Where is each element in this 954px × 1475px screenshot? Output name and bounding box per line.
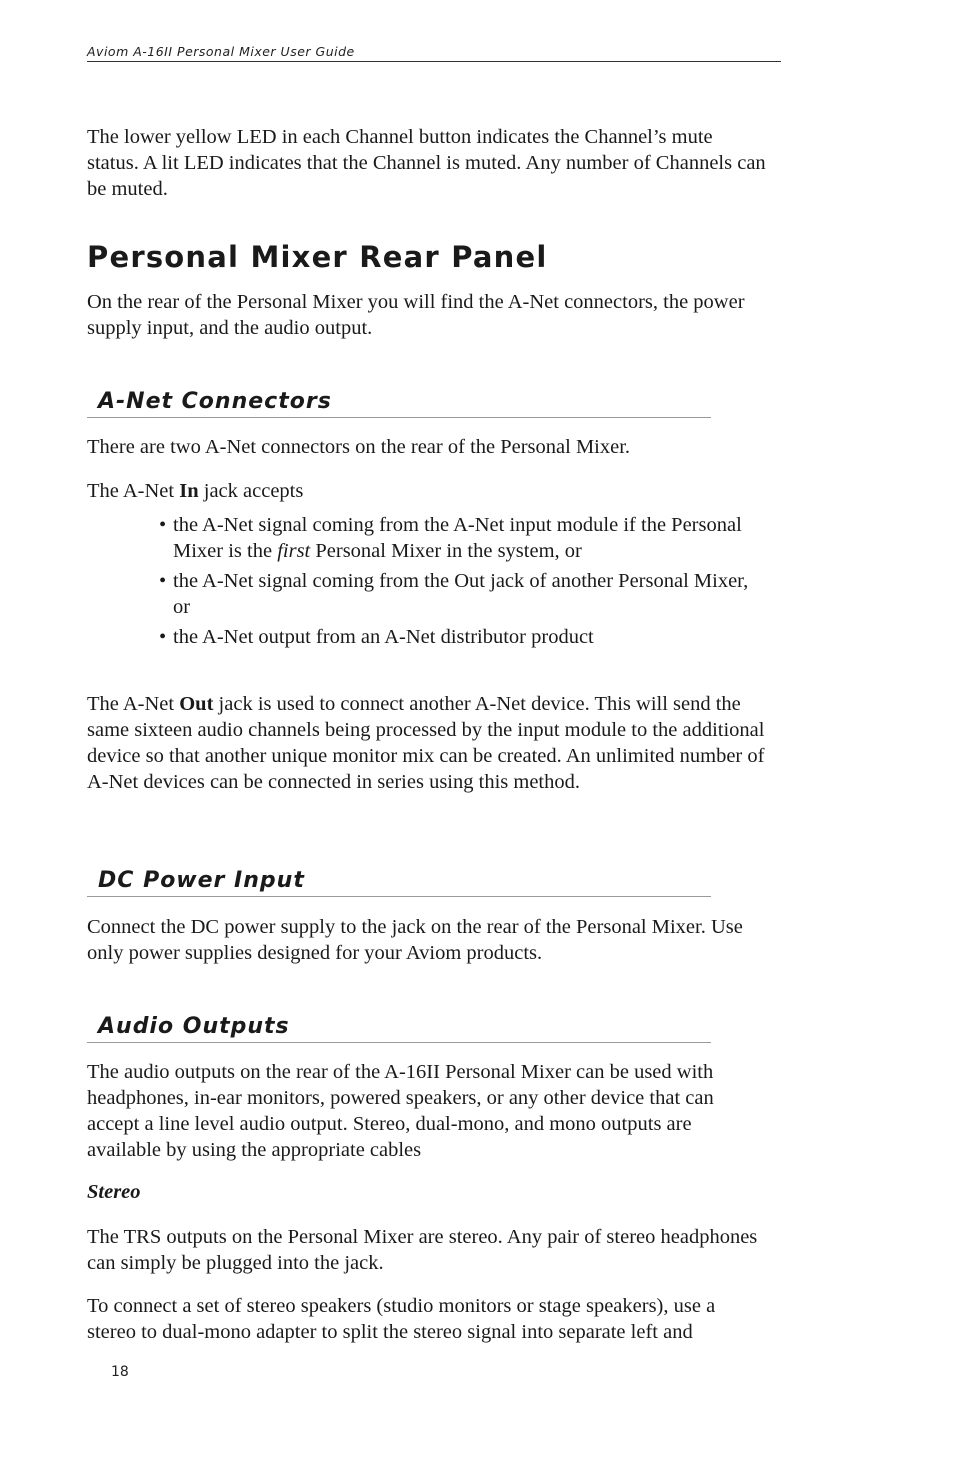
subsection-title-audio-outputs: Audio Outputs	[87, 1012, 711, 1043]
subsection-title-anet: A-Net Connectors	[87, 387, 711, 418]
anet-in-text-pre: The A-Net	[87, 480, 180, 502]
subsection-title-dc-power: DC Power Input	[87, 866, 711, 897]
bullet-emphasis: first	[277, 540, 311, 562]
bullet-icon: •	[159, 570, 167, 592]
bullet-text-pre: the A-Net signal coming from the A-Net input module if the Personal Mixer is the	[173, 514, 742, 562]
list-item	[159, 568, 759, 620]
stereo-heading: Stereo	[87, 1181, 141, 1203]
list-item	[159, 624, 759, 650]
mute-led-paragraph: The lower yellow LED in each Channel button indicates the Channel’s mute status. A lit LED indicates that the Channel is muted. Any number of Channels can be muted.	[87, 126, 766, 200]
bullet-text: the A-Net signal coming from the Out jack of another Personal Mixer, or	[173, 570, 749, 618]
rear-panel-intro: On the rear of the Personal Mixer you will find the A-Net connectors, the power supply input, and the audio output.	[87, 291, 745, 339]
bullet-icon: •	[159, 626, 167, 648]
bullet-text: the A-Net output from an A-Net distributor product	[173, 626, 594, 648]
list-item	[159, 512, 759, 564]
anet-in-text-post: jack accepts	[198, 480, 304, 502]
stereo-speakers-paragraph: To connect a set of stereo speakers (studio monitors or stage speakers), use a stereo to dual-mono adapter to split the stereo signal into separate left and	[87, 1295, 716, 1343]
dc-power-paragraph: Connect the DC power supply to the jack on the rear of the Personal Mixer. Use only power supplies designed for your Aviom products.	[87, 916, 743, 964]
stereo-paragraph: The TRS outputs on the Personal Mixer are stereo. Any pair of stereo headphones can simply be plugged into the jack.	[87, 1226, 758, 1274]
anet-in-sources-list	[159, 512, 759, 654]
bullet-icon: •	[159, 514, 167, 536]
audio-outputs-paragraph: The audio outputs on the rear of the A-16II Personal Mixer can be used with headphones, in-ear monitors, powered speakers, or any other device that can accept a line level audio output. Stereo, dual-mono, and mono outputs are available by using the appropriate cables	[87, 1061, 714, 1161]
page-number: 18	[111, 1364, 129, 1380]
anet-in-jack-name: In	[179, 480, 199, 502]
anet-out-text-post: jack is used to connect another A-Net device. This will send the same sixteen audio channels being processed by the input module to the additional device so that another unique monitor mix can be created. An unlimited number of A-Net devices can be connected in series using this method.	[87, 693, 765, 793]
running-header: Aviom A-16II Personal Mixer User Guide	[87, 44, 781, 62]
anet-count-paragraph: There are two A-Net connectors on the rear of the Personal Mixer.	[87, 436, 631, 458]
anet-out-jack-name: Out	[179, 693, 214, 715]
anet-out-paragraph	[87, 691, 767, 795]
bullet-text-post: Personal Mixer in the system, or	[310, 540, 582, 562]
anet-out-text-pre: The A-Net	[87, 693, 180, 715]
anet-in-paragraph	[87, 478, 767, 504]
section-title-rear-panel: Personal Mixer Rear Panel	[87, 240, 548, 274]
